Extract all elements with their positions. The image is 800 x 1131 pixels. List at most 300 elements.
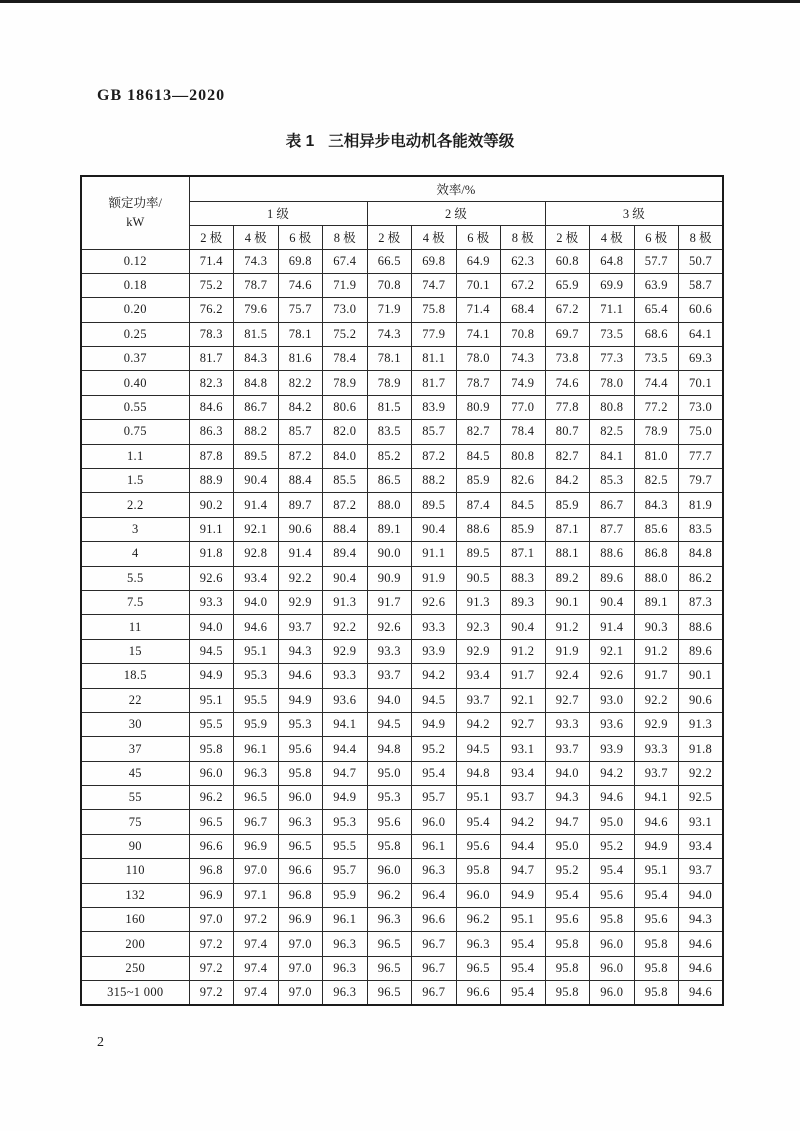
efficiency-cell: 89.5 bbox=[234, 444, 279, 468]
efficiency-cell: 95.8 bbox=[189, 737, 234, 761]
efficiency-cell: 74.1 bbox=[456, 322, 501, 346]
efficiency-cell: 80.6 bbox=[323, 395, 368, 419]
efficiency-cell: 90.6 bbox=[679, 688, 724, 712]
efficiency-cell: 78.1 bbox=[278, 322, 323, 346]
efficiency-cell: 97.0 bbox=[189, 908, 234, 932]
efficiency-cell: 90.4 bbox=[501, 615, 546, 639]
efficiency-cell: 92.6 bbox=[590, 664, 635, 688]
efficiency-cell: 94.9 bbox=[412, 712, 457, 736]
table-row bbox=[81, 932, 723, 956]
efficiency-cell: 93.4 bbox=[456, 664, 501, 688]
pole-header-cell: 8 极 bbox=[679, 225, 724, 249]
efficiency-cell: 89.6 bbox=[679, 639, 724, 663]
efficiency-cell: 94.2 bbox=[590, 761, 635, 785]
efficiency-cell: 87.8 bbox=[189, 444, 234, 468]
power-cell: 4 bbox=[81, 542, 189, 566]
efficiency-cell: 96.9 bbox=[234, 834, 279, 858]
efficiency-cell: 74.3 bbox=[501, 347, 546, 371]
efficiency-cell: 81.1 bbox=[412, 347, 457, 371]
efficiency-cell: 77.7 bbox=[679, 444, 724, 468]
efficiency-cell: 96.0 bbox=[590, 981, 635, 1005]
efficiency-cell: 62.3 bbox=[501, 249, 546, 273]
efficiency-cell: 91.1 bbox=[412, 542, 457, 566]
efficiency-cell: 95.0 bbox=[545, 834, 590, 858]
efficiency-header: 效率/% bbox=[189, 176, 723, 201]
efficiency-cell: 84.8 bbox=[679, 542, 724, 566]
efficiency-cell: 75.7 bbox=[278, 298, 323, 322]
efficiency-cell: 85.6 bbox=[634, 517, 679, 541]
efficiency-cell: 95.3 bbox=[234, 664, 279, 688]
efficiency-cell: 84.2 bbox=[545, 469, 590, 493]
efficiency-cell: 95.4 bbox=[545, 883, 590, 907]
efficiency-cell: 65.4 bbox=[634, 298, 679, 322]
efficiency-cell: 78.9 bbox=[367, 371, 412, 395]
efficiency-cell: 95.8 bbox=[545, 981, 590, 1005]
pole-header-cell: 8 极 bbox=[501, 225, 546, 249]
efficiency-cell: 92.9 bbox=[634, 712, 679, 736]
efficiency-cell: 94.5 bbox=[367, 712, 412, 736]
efficiency-cell: 93.7 bbox=[634, 761, 679, 785]
power-cell: 132 bbox=[81, 883, 189, 907]
efficiency-cell: 64.9 bbox=[456, 249, 501, 273]
efficiency-cell: 78.4 bbox=[323, 347, 368, 371]
efficiency-cell: 85.9 bbox=[456, 469, 501, 493]
efficiency-cell: 95.1 bbox=[189, 688, 234, 712]
efficiency-cell: 86.7 bbox=[590, 493, 635, 517]
efficiency-cell: 94.6 bbox=[234, 615, 279, 639]
efficiency-cell: 74.3 bbox=[367, 322, 412, 346]
efficiency-cell: 58.7 bbox=[679, 273, 724, 297]
efficiency-cell: 92.1 bbox=[501, 688, 546, 712]
efficiency-cell: 81.0 bbox=[634, 444, 679, 468]
power-column-header bbox=[81, 176, 189, 249]
efficiency-cell: 96.1 bbox=[323, 908, 368, 932]
efficiency-cell: 97.0 bbox=[278, 981, 323, 1005]
efficiency-cell: 94.3 bbox=[679, 908, 724, 932]
grade-3-header: 3 级 bbox=[545, 201, 723, 225]
efficiency-cell: 86.8 bbox=[634, 542, 679, 566]
efficiency-cell: 78.0 bbox=[590, 371, 635, 395]
efficiency-cell: 97.0 bbox=[278, 956, 323, 980]
efficiency-cell: 94.5 bbox=[412, 688, 457, 712]
efficiency-cell: 95.5 bbox=[323, 834, 368, 858]
efficiency-cell: 94.9 bbox=[634, 834, 679, 858]
efficiency-grade-table bbox=[80, 175, 724, 1006]
efficiency-cell: 91.1 bbox=[189, 517, 234, 541]
scan-artifact-top-edge bbox=[0, 0, 800, 3]
efficiency-cell: 82.2 bbox=[278, 371, 323, 395]
efficiency-cell: 82.6 bbox=[501, 469, 546, 493]
efficiency-cell: 95.7 bbox=[412, 786, 457, 810]
efficiency-cell: 95.3 bbox=[278, 712, 323, 736]
efficiency-cell: 82.7 bbox=[456, 420, 501, 444]
efficiency-cell: 77.9 bbox=[412, 322, 457, 346]
efficiency-cell: 95.3 bbox=[367, 786, 412, 810]
efficiency-cell: 96.5 bbox=[278, 834, 323, 858]
standard-code: GB 18613—2020 bbox=[97, 87, 226, 104]
efficiency-cell: 92.2 bbox=[634, 688, 679, 712]
efficiency-cell: 92.9 bbox=[323, 639, 368, 663]
efficiency-cell: 73.8 bbox=[545, 347, 590, 371]
efficiency-cell: 78.4 bbox=[501, 420, 546, 444]
table-row bbox=[81, 249, 723, 273]
efficiency-cell: 96.8 bbox=[189, 859, 234, 883]
pole-header-cell: 4 极 bbox=[590, 225, 635, 249]
efficiency-cell: 65.9 bbox=[545, 273, 590, 297]
efficiency-cell: 83.5 bbox=[367, 420, 412, 444]
pole-header-cell: 2 极 bbox=[367, 225, 412, 249]
efficiency-cell: 78.3 bbox=[189, 322, 234, 346]
efficiency-cell: 95.9 bbox=[234, 712, 279, 736]
efficiency-cell: 71.4 bbox=[189, 249, 234, 273]
efficiency-cell: 86.7 bbox=[234, 395, 279, 419]
efficiency-cell: 82.7 bbox=[545, 444, 590, 468]
efficiency-cell: 82.5 bbox=[590, 420, 635, 444]
efficiency-cell: 94.0 bbox=[367, 688, 412, 712]
power-cell: 160 bbox=[81, 908, 189, 932]
efficiency-cell: 94.1 bbox=[634, 786, 679, 810]
efficiency-cell: 92.7 bbox=[501, 712, 546, 736]
power-cell: 110 bbox=[81, 859, 189, 883]
efficiency-cell: 94.0 bbox=[679, 883, 724, 907]
efficiency-cell: 85.9 bbox=[545, 493, 590, 517]
efficiency-cell: 96.8 bbox=[278, 883, 323, 907]
efficiency-cell: 88.4 bbox=[323, 517, 368, 541]
power-cell: 3 bbox=[81, 517, 189, 541]
efficiency-cell: 94.8 bbox=[367, 737, 412, 761]
efficiency-cell: 95.8 bbox=[634, 981, 679, 1005]
table-row bbox=[81, 639, 723, 663]
efficiency-cell: 96.3 bbox=[412, 859, 457, 883]
table-row bbox=[81, 566, 723, 590]
efficiency-cell: 77.2 bbox=[634, 395, 679, 419]
table-row bbox=[81, 834, 723, 858]
efficiency-cell: 94.0 bbox=[189, 615, 234, 639]
efficiency-cell: 90.4 bbox=[590, 590, 635, 614]
efficiency-cell: 94.6 bbox=[278, 664, 323, 688]
power-cell: 45 bbox=[81, 761, 189, 785]
efficiency-cell: 88.2 bbox=[234, 420, 279, 444]
efficiency-cell: 92.5 bbox=[679, 786, 724, 810]
efficiency-cell: 95.6 bbox=[367, 810, 412, 834]
efficiency-cell: 93.3 bbox=[545, 712, 590, 736]
efficiency-cell: 73.0 bbox=[679, 395, 724, 419]
efficiency-cell: 71.9 bbox=[367, 298, 412, 322]
efficiency-cell: 96.0 bbox=[590, 932, 635, 956]
power-cell: 7.5 bbox=[81, 590, 189, 614]
efficiency-cell: 93.7 bbox=[501, 786, 546, 810]
header-row-efficiency bbox=[81, 176, 723, 201]
power-cell: 15 bbox=[81, 639, 189, 663]
efficiency-cell: 96.7 bbox=[412, 956, 457, 980]
efficiency-cell: 92.1 bbox=[234, 517, 279, 541]
grade-1-header: 1 级 bbox=[189, 201, 367, 225]
efficiency-cell: 93.9 bbox=[590, 737, 635, 761]
power-cell: 90 bbox=[81, 834, 189, 858]
efficiency-cell: 96.4 bbox=[412, 883, 457, 907]
table-row bbox=[81, 469, 723, 493]
pole-header-cell: 6 极 bbox=[456, 225, 501, 249]
efficiency-cell: 81.6 bbox=[278, 347, 323, 371]
efficiency-cell: 90.1 bbox=[679, 664, 724, 688]
efficiency-cell: 94.0 bbox=[545, 761, 590, 785]
efficiency-cell: 94.8 bbox=[456, 761, 501, 785]
efficiency-cell: 88.2 bbox=[412, 469, 457, 493]
power-header-line1: 额定功率/ bbox=[108, 196, 162, 210]
efficiency-cell: 80.9 bbox=[456, 395, 501, 419]
efficiency-cell: 89.7 bbox=[278, 493, 323, 517]
efficiency-cell: 88.6 bbox=[679, 615, 724, 639]
efficiency-cell: 96.3 bbox=[323, 981, 368, 1005]
efficiency-cell: 96.0 bbox=[456, 883, 501, 907]
efficiency-cell: 96.7 bbox=[412, 932, 457, 956]
efficiency-cell: 90.4 bbox=[234, 469, 279, 493]
efficiency-cell: 97.2 bbox=[234, 908, 279, 932]
efficiency-cell: 93.7 bbox=[545, 737, 590, 761]
power-cell: 0.25 bbox=[81, 322, 189, 346]
efficiency-cell: 96.0 bbox=[412, 810, 457, 834]
efficiency-cell: 71.4 bbox=[456, 298, 501, 322]
efficiency-cell: 85.7 bbox=[278, 420, 323, 444]
efficiency-cell: 93.4 bbox=[234, 566, 279, 590]
efficiency-cell: 94.6 bbox=[634, 810, 679, 834]
efficiency-cell: 93.4 bbox=[679, 834, 724, 858]
efficiency-cell: 88.9 bbox=[189, 469, 234, 493]
efficiency-cell: 79.6 bbox=[234, 298, 279, 322]
efficiency-cell: 96.1 bbox=[234, 737, 279, 761]
efficiency-cell: 95.4 bbox=[456, 810, 501, 834]
efficiency-cell: 93.1 bbox=[501, 737, 546, 761]
efficiency-cell: 95.0 bbox=[367, 761, 412, 785]
power-cell: 30 bbox=[81, 712, 189, 736]
efficiency-cell: 94.4 bbox=[501, 834, 546, 858]
efficiency-cell: 69.9 bbox=[590, 273, 635, 297]
efficiency-cell: 88.3 bbox=[501, 566, 546, 590]
efficiency-cell: 95.5 bbox=[234, 688, 279, 712]
efficiency-cell: 78.7 bbox=[456, 371, 501, 395]
power-cell: 75 bbox=[81, 810, 189, 834]
efficiency-cell: 68.4 bbox=[501, 298, 546, 322]
efficiency-cell: 92.9 bbox=[456, 639, 501, 663]
efficiency-cell: 64.1 bbox=[679, 322, 724, 346]
efficiency-cell: 94.6 bbox=[679, 956, 724, 980]
efficiency-cell: 95.5 bbox=[189, 712, 234, 736]
efficiency-cell: 93.7 bbox=[367, 664, 412, 688]
efficiency-cell: 96.5 bbox=[367, 956, 412, 980]
efficiency-cell: 93.4 bbox=[501, 761, 546, 785]
efficiency-cell: 84.6 bbox=[189, 395, 234, 419]
efficiency-cell: 84.3 bbox=[234, 347, 279, 371]
power-cell: 55 bbox=[81, 786, 189, 810]
efficiency-cell: 92.7 bbox=[545, 688, 590, 712]
efficiency-cell: 94.2 bbox=[456, 712, 501, 736]
efficiency-cell: 87.2 bbox=[412, 444, 457, 468]
efficiency-cell: 69.8 bbox=[278, 249, 323, 273]
efficiency-cell: 68.6 bbox=[634, 322, 679, 346]
efficiency-cell: 96.0 bbox=[367, 859, 412, 883]
efficiency-cell: 93.9 bbox=[412, 639, 457, 663]
efficiency-cell: 96.2 bbox=[456, 908, 501, 932]
power-cell: 18.5 bbox=[81, 664, 189, 688]
efficiency-cell: 67.2 bbox=[545, 298, 590, 322]
table-row bbox=[81, 810, 723, 834]
efficiency-cell: 93.7 bbox=[679, 859, 724, 883]
efficiency-cell: 80.7 bbox=[545, 420, 590, 444]
efficiency-cell: 91.7 bbox=[501, 664, 546, 688]
table-row bbox=[81, 786, 723, 810]
efficiency-cell: 96.5 bbox=[234, 786, 279, 810]
efficiency-cell: 77.8 bbox=[545, 395, 590, 419]
grade-2-header: 2 级 bbox=[367, 201, 545, 225]
efficiency-cell: 77.0 bbox=[501, 395, 546, 419]
efficiency-cell: 94.9 bbox=[501, 883, 546, 907]
power-cell: 1.5 bbox=[81, 469, 189, 493]
efficiency-cell: 69.3 bbox=[679, 347, 724, 371]
power-cell: 0.40 bbox=[81, 371, 189, 395]
efficiency-cell: 95.6 bbox=[545, 908, 590, 932]
efficiency-cell: 97.2 bbox=[189, 981, 234, 1005]
page-number: 2 bbox=[97, 1035, 104, 1050]
efficiency-cell: 82.5 bbox=[634, 469, 679, 493]
efficiency-cell: 96.7 bbox=[412, 981, 457, 1005]
efficiency-cell: 79.7 bbox=[679, 469, 724, 493]
efficiency-cell: 78.9 bbox=[323, 371, 368, 395]
efficiency-cell: 60.6 bbox=[679, 298, 724, 322]
efficiency-cell: 94.2 bbox=[501, 810, 546, 834]
efficiency-cell: 67.4 bbox=[323, 249, 368, 273]
efficiency-cell: 63.9 bbox=[634, 273, 679, 297]
efficiency-cell: 95.2 bbox=[545, 859, 590, 883]
efficiency-cell: 95.8 bbox=[278, 761, 323, 785]
efficiency-cell: 74.4 bbox=[634, 371, 679, 395]
efficiency-cell: 95.0 bbox=[590, 810, 635, 834]
pole-header-cell: 4 极 bbox=[412, 225, 457, 249]
efficiency-cell: 84.5 bbox=[456, 444, 501, 468]
pole-header-cell: 2 极 bbox=[545, 225, 590, 249]
efficiency-cell: 73.5 bbox=[590, 322, 635, 346]
efficiency-cell: 83.9 bbox=[412, 395, 457, 419]
efficiency-cell: 85.5 bbox=[323, 469, 368, 493]
efficiency-cell: 94.7 bbox=[501, 859, 546, 883]
efficiency-cell: 66.5 bbox=[367, 249, 412, 273]
efficiency-cell: 95.4 bbox=[501, 981, 546, 1005]
efficiency-cell: 95.7 bbox=[323, 859, 368, 883]
efficiency-cell: 64.8 bbox=[590, 249, 635, 273]
table-row bbox=[81, 761, 723, 785]
efficiency-cell: 87.3 bbox=[679, 590, 724, 614]
table-row bbox=[81, 517, 723, 541]
efficiency-cell: 86.5 bbox=[367, 469, 412, 493]
efficiency-cell: 91.7 bbox=[367, 590, 412, 614]
efficiency-cell: 97.0 bbox=[234, 859, 279, 883]
table-title-text: 三相异步电动机各能效等级 bbox=[328, 133, 515, 150]
efficiency-cell: 87.2 bbox=[323, 493, 368, 517]
table-row bbox=[81, 590, 723, 614]
pole-header-cell: 8 极 bbox=[323, 225, 368, 249]
efficiency-cell: 93.3 bbox=[634, 737, 679, 761]
efficiency-cell: 81.9 bbox=[679, 493, 724, 517]
efficiency-cell: 96.0 bbox=[590, 956, 635, 980]
power-cell: 5.5 bbox=[81, 566, 189, 590]
efficiency-cell: 96.9 bbox=[189, 883, 234, 907]
efficiency-cell: 82.3 bbox=[189, 371, 234, 395]
efficiency-cell: 87.2 bbox=[278, 444, 323, 468]
table-row bbox=[81, 737, 723, 761]
table-row bbox=[81, 322, 723, 346]
efficiency-cell: 89.1 bbox=[634, 590, 679, 614]
power-cell: 0.75 bbox=[81, 420, 189, 444]
efficiency-cell: 97.2 bbox=[189, 956, 234, 980]
table-row bbox=[81, 883, 723, 907]
efficiency-cell: 74.6 bbox=[278, 273, 323, 297]
efficiency-cell: 89.6 bbox=[590, 566, 635, 590]
efficiency-cell: 93.6 bbox=[590, 712, 635, 736]
efficiency-cell: 95.4 bbox=[501, 956, 546, 980]
efficiency-cell: 71.9 bbox=[323, 273, 368, 297]
efficiency-cell: 73.5 bbox=[634, 347, 679, 371]
efficiency-cell: 88.4 bbox=[278, 469, 323, 493]
efficiency-cell: 95.8 bbox=[545, 932, 590, 956]
efficiency-cell: 60.8 bbox=[545, 249, 590, 273]
efficiency-cell: 88.0 bbox=[367, 493, 412, 517]
efficiency-cell: 88.0 bbox=[634, 566, 679, 590]
efficiency-cell: 91.3 bbox=[323, 590, 368, 614]
efficiency-cell: 93.0 bbox=[590, 688, 635, 712]
efficiency-cell: 82.0 bbox=[323, 420, 368, 444]
efficiency-cell: 75.8 bbox=[412, 298, 457, 322]
power-cell: 0.37 bbox=[81, 347, 189, 371]
efficiency-cell: 95.6 bbox=[456, 834, 501, 858]
efficiency-cell: 81.7 bbox=[412, 371, 457, 395]
efficiency-cell: 73.0 bbox=[323, 298, 368, 322]
efficiency-cell: 92.8 bbox=[234, 542, 279, 566]
power-cell: 0.20 bbox=[81, 298, 189, 322]
efficiency-cell: 95.9 bbox=[323, 883, 368, 907]
efficiency-cell: 91.8 bbox=[679, 737, 724, 761]
table-row bbox=[81, 688, 723, 712]
efficiency-cell: 95.1 bbox=[634, 859, 679, 883]
table-row bbox=[81, 444, 723, 468]
efficiency-cell: 95.4 bbox=[412, 761, 457, 785]
efficiency-cell: 95.8 bbox=[634, 932, 679, 956]
efficiency-cell: 96.7 bbox=[234, 810, 279, 834]
power-cell: 2.2 bbox=[81, 493, 189, 517]
efficiency-cell: 86.2 bbox=[679, 566, 724, 590]
table-row bbox=[81, 908, 723, 932]
efficiency-cell: 95.8 bbox=[367, 834, 412, 858]
efficiency-cell: 93.7 bbox=[456, 688, 501, 712]
efficiency-cell: 90.6 bbox=[278, 517, 323, 541]
table-title-prefix: 表 1 bbox=[285, 133, 315, 150]
efficiency-cell: 85.3 bbox=[590, 469, 635, 493]
efficiency-cell: 96.6 bbox=[456, 981, 501, 1005]
efficiency-cell: 74.9 bbox=[501, 371, 546, 395]
efficiency-cell: 83.5 bbox=[679, 517, 724, 541]
efficiency-cell: 95.4 bbox=[501, 932, 546, 956]
table-row bbox=[81, 542, 723, 566]
table-row bbox=[81, 298, 723, 322]
table-row bbox=[81, 664, 723, 688]
efficiency-cell: 75.2 bbox=[323, 322, 368, 346]
efficiency-cell: 95.4 bbox=[590, 859, 635, 883]
pole-header-cell: 6 极 bbox=[634, 225, 679, 249]
pole-header-cell: 4 极 bbox=[234, 225, 279, 249]
efficiency-cell: 91.9 bbox=[412, 566, 457, 590]
power-header-line2: kW bbox=[126, 214, 145, 229]
efficiency-cell: 84.3 bbox=[634, 493, 679, 517]
efficiency-cell: 94.1 bbox=[323, 712, 368, 736]
table-row bbox=[81, 712, 723, 736]
